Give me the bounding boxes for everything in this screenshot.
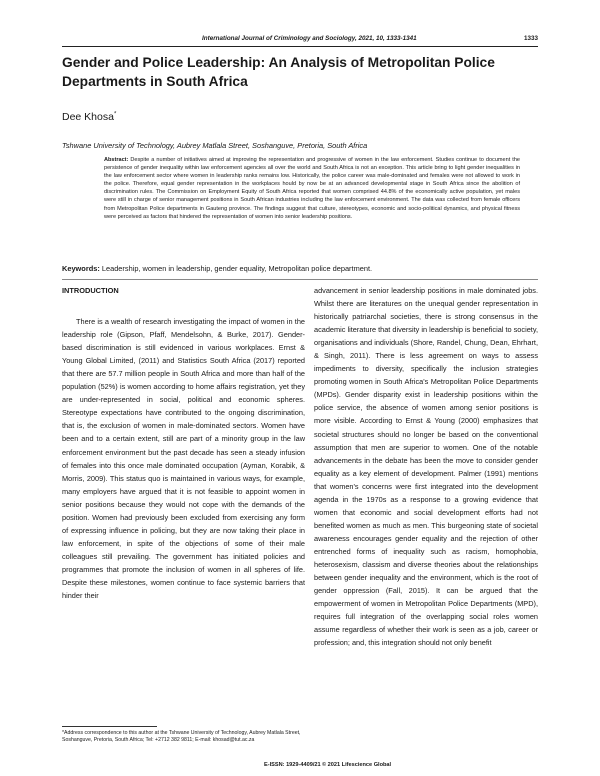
header-divider [62,46,538,47]
abstract-text: Despite a number of initiatives aimed at improving the representation and progressive of women in the law enforcement. Studies continue to document the persistence of gender inequality within law enforcement agencies all over the world and South Africa is not an exception. This article bring to light gender inequalities in the law enforcement sector where women in leadership ranks remains low. Historically, the police career was male-dominated and females were not allowed to work in the police. Therefore, equal gender representation in the workplaces hould by now be at an advanced developmental stage in South Africa since the abolition of discrimination rules. The Commission on Employment Equity of South Africa reported that women comprised 44.8% of the economically active population, yet males were still in charge of senior management positions in South African industries including the law enforcement environment. The data was collected from female officers from Metropolitan Police departments in Gauteng province. The findings suggest that culture, stereotypes, economic and socio-political dynamics, and physical fitness were perceived as factors that hindered the representation of women into senior leadership positions. [104,157,520,220]
author-mark: * [113,111,117,118]
left-column [62,284,305,602]
journal-citation: International Journal of Criminology and Sociology, 2021, 10, 1333-1341 [202,35,417,42]
page-number: 1333 [523,35,538,42]
correspondence-footnote: *Address correspondence to this author at the Tshwane University of Technology, Aubrey Matlala Street, Soshanguve, Pretoria, South Africa; Tel: +2712 382 9811; E-mail: khosad@tut.ac.za [62,730,301,744]
article-title: Gender and Police Leadership: An Analysis of Metropolitan Police Departments in South Africa [62,55,495,89]
keywords-label: Keywords: [62,264,100,273]
footnote-divider [62,726,157,727]
author-name: Dee Khosa [62,111,114,123]
abstract-label: Abstract: [104,157,129,163]
eissn: E-ISSN: 1929-4409/21 [264,762,321,768]
keywords-text: Leadership, women in leadership, gender equality, Metropolitan police department. [101,264,373,273]
abstract [104,156,520,221]
copyright: © 2021 Lifescience Global [322,762,392,768]
author-line [62,111,116,123]
author-affiliation: Tshwane University of Technology, Aubrey Matlala Street, Soshanguve, Pretoria, South Africa [62,141,368,150]
intro-paragraph: There is a wealth of research investigating the impact of women in the leadership role (Gipson, Pfaff, Mendelsohn, & Burke, 2017). Gender-based discrimination is still evidenced in various workplaces. Ernst & Young Global Limited, (2011) and Statistics South Africa (2017) reported that there are 57.7 million people in South Africa and more than half of the population (52%) is women according to home affairs registration, yet they are under-represented in social, political and economic spheres. Stereotype expectations have contributed to the ongoing discrimination, that is, the exclusion of women in male-dominated sectors. Women have been and to a certain extent, still are part of a minority group in the law enforcement environment but the past decade has seen a steady infusion of females into this once male dominated occupation (Ayman, Korabik, & Morris, 2009). This status quo is maintained in various ways, for example, many employers have argued that it is not feasible to appoint women in senior positions because they would not cope with the demands of the position. Women had previously been excluded from exercising any form of expressing influence in policing, but they are now taking their place in law enforcement, in spite of the objections of some of their male colleagues still prevailing. The government has initiated policies and programmes that promote the inclusion of women in all spheres of life. Despite these milestones, women continue to face systemic barriers that hinder their [62,317,305,601]
body-paragraph: advancement in senior leadership positions in male dominated jobs. Whilst there are literatures on the unequal gender representation in historically patriarchal societies, there is strong consensus in the academic literature that diversity in leadership is beneficial to society, organisations and individuals (Shore, Randel, Chung, Dean, Ehrhart, & Singh, 2011). There is less agreement on ways to assess impediments to diversity, specifically the inclusion strategies promoting women in South Africa's Metropolitan Police Departments (MPDs). Gender disparity exist in leadership positions within the police service, the absence of women among senior positions is more visible. According to Ernst & Young (2000) emphasizes that societal structures should no longer be based on the conventional assumption that men are superior to women. One of the notable advancements in the debate has been the move to consider gender equality as a key element of development. Palmer (1991) mentions that women's concerns were first integrated into the development agenda in the 1970s as a response to a growing evidence that women that economic and social development efforts had not benefited women as much as men. This burgeoning state of societal awareness encourages gender equality and the rejection of other entrenched forms of inequality such as racism, homophobia, heterosexism, classism and diverse theories about the relationships between gender inequality and the environment, which is the root of gender oppression (Fall, 2015). It can be argued that the empowerment of women in Metropolitan Police Departments (MPD), requires full integration of the overlapping social roles women assume regardless of whether their work is seen as a job, career or profession; and, this integration should not only benefit [314,286,538,648]
section-heading: INTRODUCTION [62,286,119,295]
keywords-divider [62,279,538,280]
right-column [314,284,538,649]
keywords [62,264,538,273]
